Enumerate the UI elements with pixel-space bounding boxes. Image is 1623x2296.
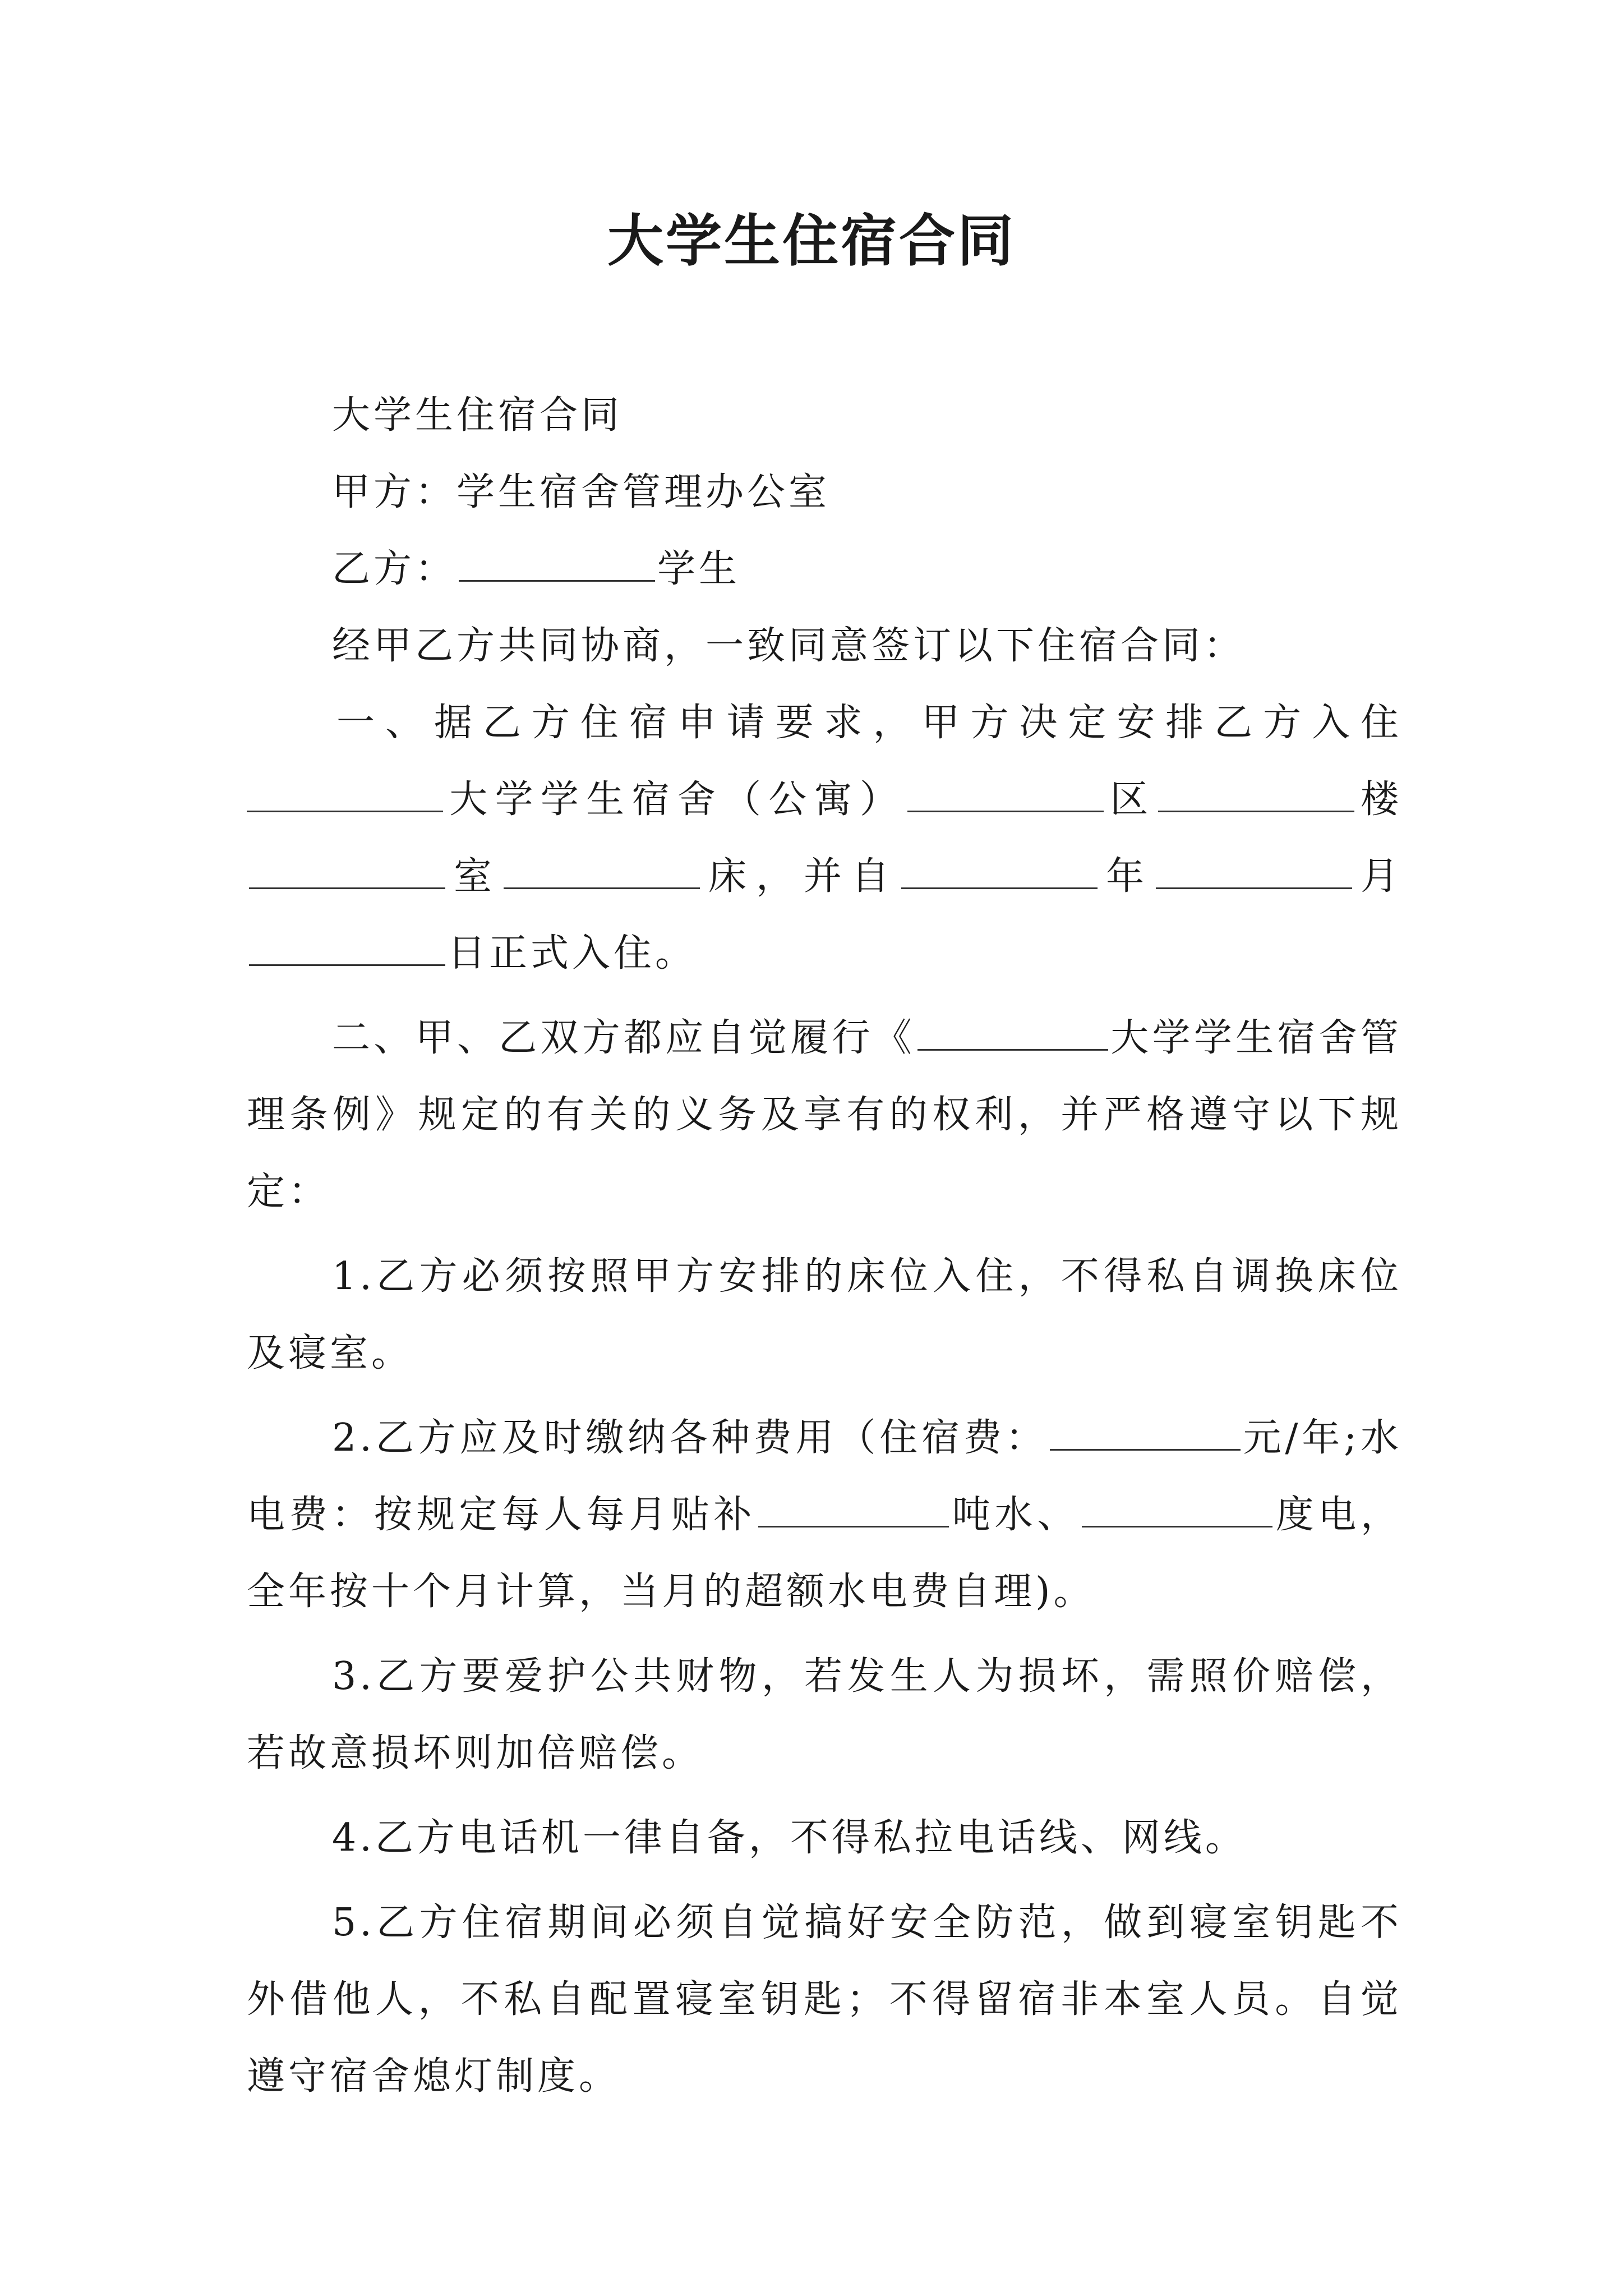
- party-b-prefix: 乙方：: [332, 547, 457, 591]
- electricity-subsidy-blank[interactable]: [1082, 1525, 1272, 1527]
- day-blank[interactable]: [249, 964, 445, 966]
- clause-1-h: 月: [1354, 854, 1402, 899]
- month-blank[interactable]: [1156, 887, 1352, 889]
- clause-2: [247, 1000, 1402, 1230]
- room-blank[interactable]: [249, 887, 445, 889]
- party-b-blank[interactable]: [459, 579, 655, 582]
- clause-1-a: 一、据乙方住宿申请要求，甲方决定安排乙方入住: [336, 701, 1402, 745]
- clause-1-f: 床，并自: [702, 854, 899, 899]
- intro-line: [247, 608, 1402, 684]
- clause-1-i: 日正式入住。: [448, 931, 697, 976]
- item-2: [247, 1400, 1402, 1630]
- item-1-text: 1.乙方必须按照甲方安排的床位入住，不得私自调换床位及寝室。: [247, 1254, 1402, 1375]
- clause-2-b: 大学学生宿舍管理条例》规定的有关的义务及享有的权利，并严格遵守以下规定：: [247, 1016, 1402, 1214]
- regulation-university-blank[interactable]: [917, 1048, 1108, 1051]
- heading-text: 大学生住宿合同: [332, 393, 623, 438]
- year-blank[interactable]: [901, 887, 1098, 889]
- clause-1: [247, 684, 1402, 992]
- clause-1-b: 大学学生宿舍（公寓）: [445, 777, 906, 822]
- item-2-a: 2.乙方应及时缴纳各种费用（住宿费：: [332, 1416, 1048, 1460]
- party-b-suffix: 学生: [657, 547, 741, 591]
- item-2-d: 度电，全年按十个月计算，当月的超额水电费自理)。: [247, 1493, 1402, 1614]
- district-blank[interactable]: [907, 810, 1104, 812]
- item-3: [247, 1638, 1402, 1792]
- item-5-text: 5.乙方住宿期间必须自觉搞好安全防范，做到寝室钥匙不外借他人，不私自配置寝室钥匙；不得留宿非本室人员。自觉遵守宿舍熄灯制度。: [247, 1901, 1402, 2099]
- party-a-text: 甲方：学生宿舍管理办公室: [332, 470, 831, 514]
- university-blank[interactable]: [247, 810, 443, 812]
- item-5: [247, 1884, 1402, 2115]
- clause-1-e: 室: [448, 854, 501, 899]
- party-a-line: [247, 454, 1402, 531]
- bed-blank[interactable]: [504, 887, 700, 889]
- clause-1-g: 年: [1099, 854, 1154, 899]
- item-2-c: 吨水、: [951, 1493, 1080, 1537]
- intro-text: 经甲乙方共同协商，一致同意签订以下住宿合同：: [332, 624, 1246, 668]
- item-1: [247, 1238, 1402, 1392]
- heading-line: [247, 377, 1402, 454]
- party-b-line: [247, 531, 1402, 608]
- lodging-fee-blank[interactable]: [1050, 1448, 1241, 1451]
- item-4-text: 4.乙方电话机一律自备，不得私拉电话线、网线。: [332, 1816, 1247, 1860]
- document-body: [247, 377, 1402, 2115]
- item-3-text: 3.乙方要爱护公共财物，若发生人为损坏，需照价赔偿，若故意损坏则加倍赔偿。: [247, 1654, 1402, 1775]
- building-blank[interactable]: [1158, 810, 1354, 812]
- clause-2-a: 二、甲、乙双方都应自觉履行《: [332, 1016, 915, 1060]
- clause-1-d: 楼: [1356, 777, 1402, 822]
- item-4: [247, 1800, 1402, 1876]
- document-title: 大学生住宿合同: [607, 208, 1016, 274]
- clause-1-c: 区: [1106, 777, 1156, 822]
- water-subsidy-blank[interactable]: [758, 1525, 949, 1527]
- item-2-b: 元/年;水电费：按规定每人每月贴补: [247, 1416, 1402, 1537]
